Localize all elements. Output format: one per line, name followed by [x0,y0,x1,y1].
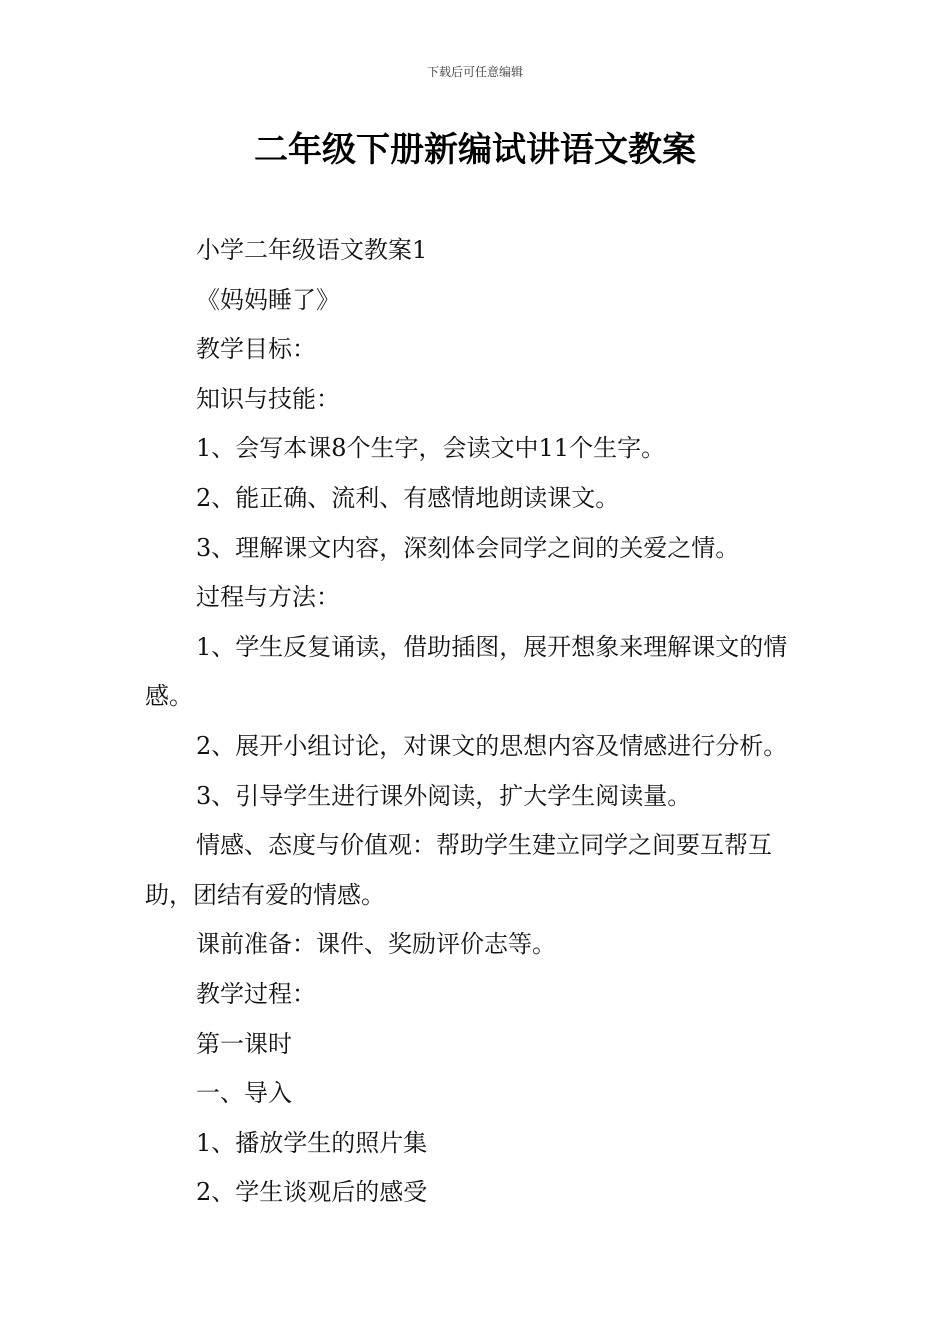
header-note: 下载后可任意编辑 [426,65,523,79]
paragraph: 3、引导学生进行课外阅读，扩大学生阅读量。 [196,781,692,810]
paragraph: 情感、态度与价值观：帮助学生建立同学之间要互帮互助，团结有爱的情感。 [145,831,772,909]
document-body [145,226,810,1218]
paragraph: 教学过程： [196,979,316,1008]
paragraph: 3、理解课文内容，深刻体会同学之间的关爱之情。 [196,533,740,562]
paragraph: 1、会写本课8个生字，会读文中11个生字。 [196,434,666,463]
paragraph: 1、播放学生的照片集 [196,1128,428,1157]
paragraph: 教学目标： [196,335,316,364]
paragraph: 第一课时 [196,1029,292,1058]
paragraph: 小学二年级语文教案1 [196,236,428,264]
paragraph: 《妈妈睡了》 [196,285,340,314]
document-title: 二年级下册新编试讲语文教案 [254,130,696,170]
paragraph: 过程与方法： [196,583,340,612]
paragraph: 1、学生反复诵读，借助插图，展开想象来理解课文的情感。 [145,632,788,711]
paragraph: 2、学生谈观后的感受 [196,1178,428,1207]
paragraph: 2、展开小组讨论，对课文的思想内容及情感进行分析。 [196,731,788,760]
paragraph: 课前准备：课件、奖励评价志等。 [196,930,556,959]
paragraph: 知识与技能： [196,384,340,413]
paragraph: 一、导入 [196,1079,292,1108]
paragraph: 2、能正确、流利、有感情地朗读课文。 [196,483,620,512]
